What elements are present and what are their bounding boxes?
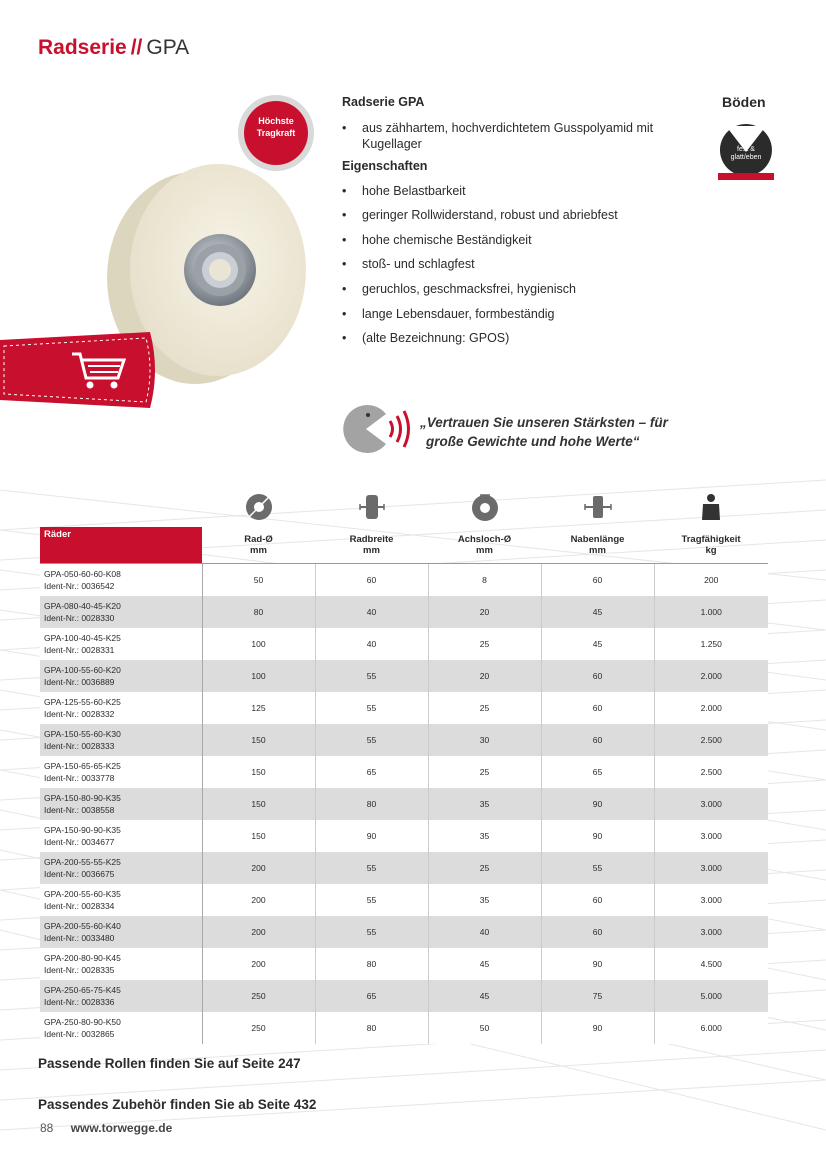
cell-nabenlaenge: 90	[541, 1012, 654, 1044]
cell-radbreite: 80	[315, 948, 428, 980]
ident-number: Ident-Nr.: 0028330	[44, 613, 115, 623]
material-list	[342, 120, 682, 152]
material-item: • aus zähhartem, hochverdichtetem Gusspolyamid mit Kugellager	[342, 120, 682, 152]
ident-number: Ident-Nr.: 0028333	[44, 741, 115, 751]
model-code: GPA-125-55-60-K25	[44, 697, 121, 707]
cell-nabenlaenge: 60	[541, 724, 654, 756]
hub-length-icon-cell	[541, 492, 654, 527]
weight-icon	[696, 492, 726, 522]
page-footer	[40, 1121, 172, 1135]
cell-tragfaehigkeit: 4.500	[654, 948, 768, 980]
table-row	[40, 852, 768, 884]
col-unit: kg	[705, 545, 717, 556]
wheel-width-icon-cell	[315, 492, 428, 527]
cell-achsloch: 50	[428, 1012, 541, 1044]
model-code: GPA-200-55-55-K25	[44, 857, 121, 867]
table-row	[40, 692, 768, 724]
cell-radbreite: 60	[315, 564, 428, 597]
cell-radbreite: 55	[315, 884, 428, 916]
header-rad-diameter	[202, 527, 315, 564]
title-separator: //	[130, 36, 143, 59]
cell-tragfaehigkeit: 3.000	[654, 852, 768, 884]
model-code: GPA-150-55-60-K30	[44, 729, 121, 739]
cell-nabenlaenge: 60	[541, 916, 654, 948]
cell-model	[40, 980, 202, 1012]
header-nabenlaenge	[541, 527, 654, 564]
cell-nabenlaenge: 60	[541, 564, 654, 597]
cell-achsloch: 25	[428, 628, 541, 660]
table-body	[40, 564, 768, 1045]
table-row	[40, 916, 768, 948]
ident-number: Ident-Nr.: 0028331	[44, 645, 115, 655]
col-unit: mm	[250, 545, 267, 556]
table-row	[40, 628, 768, 660]
col-unit: mm	[589, 545, 606, 556]
ident-number: Ident-Nr.: 0028332	[44, 709, 115, 719]
cell-nabenlaenge: 65	[541, 756, 654, 788]
cell-nabenlaenge: 60	[541, 884, 654, 916]
property-item: • lange Lebensdauer, formbeständig	[342, 306, 682, 322]
cell-rad-diameter: 100	[202, 660, 315, 692]
model-code: GPA-250-80-90-K50	[44, 1017, 121, 1027]
cell-rad-diameter: 250	[202, 980, 315, 1012]
model-code: GPA-050-60-60-K08	[44, 569, 121, 579]
page-title	[38, 36, 189, 60]
cell-rad-diameter: 200	[202, 852, 315, 884]
table-row	[40, 1012, 768, 1044]
cell-rad-diameter: 100	[202, 628, 315, 660]
cell-achsloch: 45	[428, 948, 541, 980]
cell-rad-diameter: 200	[202, 916, 315, 948]
cell-nabenlaenge: 90	[541, 948, 654, 980]
cell-model	[40, 756, 202, 788]
quote-line2: große Gewichte und hohe Werte“	[426, 434, 640, 449]
floors-label: Böden	[722, 94, 766, 110]
table-row	[40, 948, 768, 980]
header-icon-spacer	[40, 492, 202, 527]
cell-nabenlaenge: 75	[541, 980, 654, 1012]
properties-title: Eigenschaften	[342, 159, 428, 173]
property-item: • hohe chemische Beständigkeit	[342, 232, 682, 248]
cell-rad-diameter: 50	[202, 564, 315, 597]
header-icon-row	[40, 492, 768, 527]
floor-type-text	[718, 146, 774, 162]
cell-tragfaehigkeit: 1.000	[654, 596, 768, 628]
wheel-diameter-icon	[244, 492, 274, 522]
model-code: GPA-200-55-60-K40	[44, 921, 121, 931]
cell-achsloch: 45	[428, 980, 541, 1012]
properties-list	[342, 183, 682, 347]
header-achsloch	[428, 527, 541, 564]
cell-nabenlaenge: 60	[541, 660, 654, 692]
table-row	[40, 884, 768, 916]
cell-rad-diameter: 80	[202, 596, 315, 628]
product-description	[342, 94, 682, 346]
cell-model	[40, 916, 202, 948]
table-row	[40, 660, 768, 692]
header-label-row	[40, 527, 768, 564]
model-code: GPA-150-90-90-K35	[44, 825, 121, 835]
cell-achsloch: 25	[428, 756, 541, 788]
cell-achsloch: 25	[428, 852, 541, 884]
cell-model	[40, 884, 202, 916]
table-row	[40, 724, 768, 756]
header-radbreite	[315, 527, 428, 564]
ident-number: Ident-Nr.: 0036889	[44, 677, 115, 687]
cell-achsloch: 35	[428, 884, 541, 916]
model-code: GPA-250-65-75-K45	[44, 985, 121, 995]
property-item: • geruchlos, geschmacksfrei, hygienisch	[342, 281, 682, 297]
cell-achsloch: 20	[428, 596, 541, 628]
cell-model	[40, 948, 202, 980]
cell-radbreite: 65	[315, 756, 428, 788]
weight-icon-cell	[654, 492, 768, 527]
cell-radbreite: 40	[315, 628, 428, 660]
cell-tragfaehigkeit: 3.000	[654, 788, 768, 820]
header-raeder: Räder	[40, 527, 202, 564]
pacman-signal-icon	[340, 402, 412, 456]
floor-text-line1: fest &	[737, 146, 755, 153]
model-code: GPA-150-65-65-K25	[44, 761, 121, 771]
property-item: • hohe Belastbarkeit	[342, 183, 682, 199]
cell-radbreite: 55	[315, 724, 428, 756]
cell-tragfaehigkeit: 2.500	[654, 724, 768, 756]
cell-tragfaehigkeit: 3.000	[654, 916, 768, 948]
reference-rollen: Passende Rollen finden Sie auf Seite 247	[38, 1056, 301, 1071]
reference-zubehoer: Passendes Zubehör finden Sie ab Seite 432	[38, 1097, 317, 1112]
cell-model	[40, 788, 202, 820]
badge-line2: Tragkraft	[256, 128, 296, 138]
badge-line1: Höchste	[258, 116, 294, 126]
cell-tragfaehigkeit: 5.000	[654, 980, 768, 1012]
ident-number: Ident-Nr.: 0028336	[44, 997, 115, 1007]
cell-nabenlaenge: 45	[541, 596, 654, 628]
cell-radbreite: 55	[315, 692, 428, 724]
quote-line1: „Vertrauen Sie unseren Stärksten – für	[420, 415, 668, 430]
table-row	[40, 820, 768, 852]
wheel-spec-table	[40, 492, 768, 1044]
col-unit: mm	[363, 545, 380, 556]
property-item: • stoß- und schlagfest	[342, 256, 682, 272]
table-row	[40, 596, 768, 628]
cell-tragfaehigkeit: 2.000	[654, 660, 768, 692]
ident-number: Ident-Nr.: 0036675	[44, 869, 115, 879]
title-series: Radserie	[38, 36, 127, 59]
ident-number: Ident-Nr.: 0028335	[44, 965, 115, 975]
model-code: GPA-100-55-60-K20	[44, 665, 121, 675]
col-label: Radbreite	[349, 534, 394, 545]
cell-rad-diameter: 150	[202, 820, 315, 852]
cell-model	[40, 724, 202, 756]
model-code: GPA-150-80-90-K35	[44, 793, 121, 803]
model-code: GPA-200-55-60-K35	[44, 889, 121, 899]
cell-achsloch: 20	[428, 660, 541, 692]
cell-nabenlaenge: 45	[541, 628, 654, 660]
col-label: Achsloch-Ø	[457, 534, 512, 545]
cell-rad-diameter: 150	[202, 756, 315, 788]
col-label: Tragfähigkeit	[681, 534, 741, 545]
model-code: GPA-100-40-45-K25	[44, 633, 121, 643]
col-unit: mm	[476, 545, 493, 556]
cell-radbreite: 40	[315, 596, 428, 628]
table-row	[40, 788, 768, 820]
cell-rad-diameter: 200	[202, 948, 315, 980]
property-item: • geringer Rollwiderstand, robust und abriebfest	[342, 207, 682, 223]
ident-number: Ident-Nr.: 0033480	[44, 933, 115, 943]
cell-model	[40, 1012, 202, 1044]
cell-model	[40, 564, 202, 597]
cell-rad-diameter: 200	[202, 884, 315, 916]
col-label: Rad-Ø	[244, 534, 273, 545]
table-row	[40, 564, 768, 597]
ident-number: Ident-Nr.: 0036542	[44, 581, 115, 591]
page-number: 88	[40, 1121, 54, 1135]
cell-tragfaehigkeit: 1.250	[654, 628, 768, 660]
cell-model	[40, 692, 202, 724]
cell-tragfaehigkeit: 2.000	[654, 692, 768, 724]
cell-achsloch: 30	[428, 724, 541, 756]
cell-model	[40, 660, 202, 692]
cell-radbreite: 65	[315, 980, 428, 1012]
ident-number: Ident-Nr.: 0028334	[44, 901, 115, 911]
floor-text-line2: glatt/eben	[730, 154, 762, 161]
cell-model	[40, 596, 202, 628]
col-label: Nabenlänge	[570, 534, 625, 545]
ident-number: Ident-Nr.: 0033778	[44, 773, 115, 783]
cell-radbreite: 55	[315, 660, 428, 692]
cell-rad-diameter: 150	[202, 724, 315, 756]
hub-length-icon	[583, 492, 613, 522]
shopping-cart-icon	[70, 350, 126, 392]
wheel-width-icon	[357, 492, 387, 522]
cell-achsloch: 25	[428, 692, 541, 724]
cell-model	[40, 852, 202, 884]
cell-rad-diameter: 250	[202, 1012, 315, 1044]
cell-nabenlaenge: 55	[541, 852, 654, 884]
wheel-spec-table-wrap	[40, 492, 768, 1044]
cell-achsloch: 35	[428, 820, 541, 852]
description-title: Radserie GPA	[342, 95, 425, 109]
cell-nabenlaenge: 90	[541, 788, 654, 820]
cell-achsloch: 35	[428, 788, 541, 820]
cell-model	[40, 820, 202, 852]
cell-tragfaehigkeit: 6.000	[654, 1012, 768, 1044]
model-code: GPA-200-80-90-K45	[44, 953, 121, 963]
header-tragfaehigkeit	[654, 527, 768, 564]
table-row	[40, 756, 768, 788]
cell-achsloch: 8	[428, 564, 541, 597]
slogan-quote	[420, 413, 668, 451]
website-link[interactable]: www.torwegge.de	[70, 1121, 173, 1135]
cell-model	[40, 628, 202, 660]
cell-nabenlaenge: 60	[541, 692, 654, 724]
cell-tragfaehigkeit: 2.500	[654, 756, 768, 788]
cell-radbreite: 80	[315, 788, 428, 820]
cell-radbreite: 90	[315, 820, 428, 852]
model-code: GPA-080-40-45-K20	[44, 601, 121, 611]
cell-rad-diameter: 125	[202, 692, 315, 724]
cell-radbreite: 55	[315, 852, 428, 884]
cell-achsloch: 40	[428, 916, 541, 948]
cell-tragfaehigkeit: 3.000	[654, 820, 768, 852]
badge-text	[237, 115, 315, 139]
ident-number: Ident-Nr.: 0038558	[44, 805, 115, 815]
axle-hole-icon	[470, 492, 500, 522]
table-row	[40, 980, 768, 1012]
cell-nabenlaenge: 90	[541, 820, 654, 852]
wheel-diameter-icon-cell	[202, 492, 315, 527]
cell-radbreite: 80	[315, 1012, 428, 1044]
cell-rad-diameter: 150	[202, 788, 315, 820]
ident-number: Ident-Nr.: 0032865	[44, 1029, 115, 1039]
axle-hole-icon-cell	[428, 492, 541, 527]
cell-tragfaehigkeit: 3.000	[654, 884, 768, 916]
cell-radbreite: 55	[315, 916, 428, 948]
property-item: • (alte Bezeichnung: GPOS)	[342, 330, 682, 346]
cell-tragfaehigkeit: 200	[654, 564, 768, 597]
ident-number: Ident-Nr.: 0034677	[44, 837, 115, 847]
title-model: GPA	[146, 36, 190, 59]
